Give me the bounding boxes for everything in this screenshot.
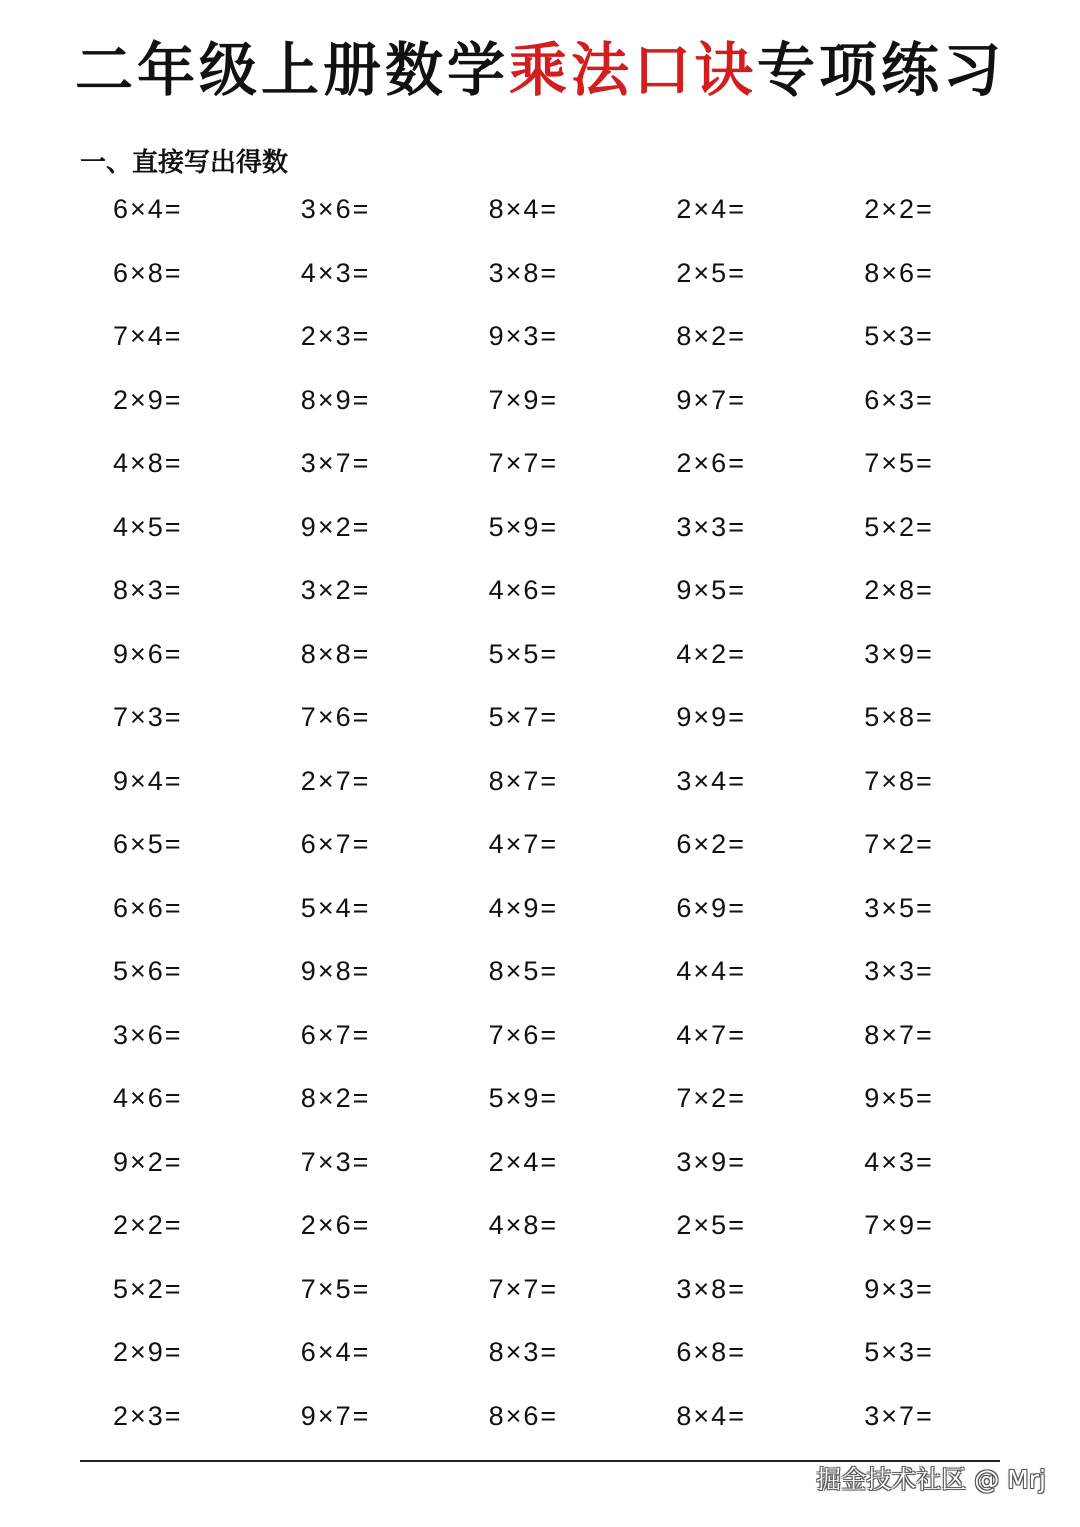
- problem-item: 4×7=: [676, 1019, 746, 1050]
- problem-item: 3×7=: [864, 1400, 934, 1431]
- problem-item: 5×9=: [488, 511, 559, 542]
- problem-item: 7×5=: [864, 448, 934, 479]
- problem-item: 4×6=: [488, 575, 559, 606]
- problem-item: 2×7=: [300, 765, 371, 796]
- problem-row: [113, 750, 1053, 814]
- problem-item: 7×2=: [864, 829, 934, 860]
- problem-row: [113, 178, 1053, 242]
- problem-item: 2×3=: [113, 1400, 183, 1431]
- problem-item: 6×4=: [113, 194, 183, 225]
- problem-item: 9×2=: [300, 511, 371, 542]
- problem-item: 4×8=: [488, 1210, 559, 1241]
- problem-item: 7×3=: [300, 1146, 371, 1177]
- problem-row: [113, 1385, 1053, 1449]
- problem-item: 6×5=: [113, 829, 183, 860]
- problem-item: 4×2=: [676, 638, 746, 669]
- problem-row: [113, 1258, 1053, 1322]
- problem-item: 8×3=: [488, 1337, 559, 1368]
- problem-row: [113, 1004, 1053, 1068]
- problem-item: 4×7=: [488, 829, 559, 860]
- problem-item: 4×3=: [864, 1146, 934, 1177]
- problem-item: 3×5=: [864, 892, 934, 923]
- problem-item: 8×7=: [488, 765, 559, 796]
- problem-item: 7×9=: [864, 1210, 934, 1241]
- problem-item: 3×6=: [300, 194, 371, 225]
- problem-grid: [113, 178, 1053, 1448]
- title-highlight: 乘法口诀: [508, 36, 757, 104]
- problem-item: 5×4=: [300, 892, 371, 923]
- problem-item: 2×5=: [676, 257, 746, 288]
- problem-item: 2×2=: [113, 1210, 183, 1241]
- problem-item: 8×2=: [300, 1083, 371, 1114]
- problem-item: 3×8=: [676, 1273, 746, 1304]
- problem-item: 6×2=: [676, 829, 746, 860]
- problem-item: 5×3=: [864, 321, 934, 352]
- problem-item: 4×3=: [300, 257, 371, 288]
- problem-item: 3×3=: [864, 956, 934, 987]
- page-title: [0, 30, 1080, 110]
- problem-item: 8×4=: [488, 194, 559, 225]
- problem-item: 5×7=: [488, 702, 559, 733]
- problem-row: [113, 496, 1053, 560]
- problem-row: [113, 305, 1053, 369]
- problem-item: 8×6=: [864, 257, 934, 288]
- problem-item: 8×6=: [488, 1400, 559, 1431]
- problem-item: 9×5=: [676, 575, 746, 606]
- problem-item: 4×6=: [113, 1083, 183, 1114]
- problem-row: [113, 432, 1053, 496]
- problem-item: 2×9=: [113, 1337, 183, 1368]
- problem-item: 3×9=: [864, 638, 934, 669]
- problem-item: 3×3=: [676, 511, 746, 542]
- problem-item: 7×9=: [488, 384, 559, 415]
- problem-row: [113, 1321, 1053, 1385]
- problem-row: [113, 242, 1053, 306]
- problem-item: 7×3=: [113, 702, 183, 733]
- problem-item: 8×8=: [300, 638, 371, 669]
- problem-item: 6×8=: [676, 1337, 746, 1368]
- problem-item: 3×4=: [676, 765, 746, 796]
- problem-item: 3×8=: [488, 257, 559, 288]
- title-part-2: 专项练习: [757, 36, 1006, 104]
- problem-item: 5×9=: [488, 1083, 559, 1114]
- problem-item: 2×4=: [676, 194, 746, 225]
- watermark: 掘金技术社区 @ Mrj: [816, 1465, 1046, 1494]
- problem-row: [113, 877, 1053, 941]
- problem-item: 9×5=: [864, 1083, 934, 1114]
- problem-item: 9×7=: [676, 384, 746, 415]
- problem-item: 6×6=: [113, 892, 183, 923]
- problem-item: 5×2=: [864, 511, 934, 542]
- problem-row: [113, 369, 1053, 433]
- problem-item: 7×7=: [488, 1273, 559, 1304]
- problem-item: 9×6=: [113, 638, 183, 669]
- problem-item: 6×3=: [864, 384, 934, 415]
- problem-item: 2×2=: [864, 194, 934, 225]
- problem-item: 5×6=: [113, 956, 183, 987]
- problem-item: 5×3=: [864, 1337, 934, 1368]
- problem-item: 2×8=: [864, 575, 934, 606]
- problem-item: 5×2=: [113, 1273, 183, 1304]
- problem-row: [113, 813, 1053, 877]
- title-part-1: 二年级上册数学: [74, 36, 509, 104]
- problem-item: 7×5=: [300, 1273, 371, 1304]
- problem-item: 2×4=: [488, 1146, 559, 1177]
- problem-item: 5×5=: [488, 638, 559, 669]
- problem-item: 9×3=: [488, 321, 559, 352]
- problem-row: [113, 1067, 1053, 1131]
- problem-row: [113, 940, 1053, 1004]
- problem-item: 6×8=: [113, 257, 183, 288]
- problem-item: 9×4=: [113, 765, 183, 796]
- problem-item: 7×6=: [488, 1019, 559, 1050]
- problem-item: 3×2=: [300, 575, 371, 606]
- problem-item: 2×9=: [113, 384, 183, 415]
- problem-row: [113, 686, 1053, 750]
- problem-item: 9×9=: [676, 702, 746, 733]
- problem-item: 9×3=: [864, 1273, 934, 1304]
- problem-item: 7×6=: [300, 702, 371, 733]
- problem-row: [113, 623, 1053, 687]
- problem-item: 8×2=: [676, 321, 746, 352]
- problem-item: 7×7=: [488, 448, 559, 479]
- problem-item: 8×9=: [300, 384, 371, 415]
- problem-item: 4×4=: [676, 956, 746, 987]
- problem-item: 7×8=: [864, 765, 934, 796]
- problem-item: 2×6=: [300, 1210, 371, 1241]
- problem-item: 7×2=: [676, 1083, 746, 1114]
- problem-row: [113, 1194, 1053, 1258]
- problem-item: 3×7=: [300, 448, 371, 479]
- problem-item: 2×5=: [676, 1210, 746, 1241]
- problem-item: 3×6=: [113, 1019, 183, 1050]
- section-title: 一、直接写出得数: [80, 148, 289, 178]
- problem-item: 8×3=: [113, 575, 183, 606]
- problem-row: [113, 559, 1053, 623]
- problem-item: 4×5=: [113, 511, 183, 542]
- problem-item: 6×7=: [300, 829, 371, 860]
- problem-item: 4×8=: [113, 448, 183, 479]
- problem-row: [113, 1131, 1053, 1195]
- problem-item: 8×7=: [864, 1019, 934, 1050]
- problem-item: 2×6=: [676, 448, 746, 479]
- problem-item: 8×5=: [488, 956, 559, 987]
- problem-item: 4×9=: [488, 892, 559, 923]
- problem-item: 6×9=: [676, 892, 746, 923]
- problem-item: 9×7=: [300, 1400, 371, 1431]
- problem-item: 5×8=: [864, 702, 934, 733]
- problem-item: 9×8=: [300, 956, 371, 987]
- problem-item: 7×4=: [113, 321, 183, 352]
- problem-item: 6×7=: [300, 1019, 371, 1050]
- problem-item: 8×4=: [676, 1400, 746, 1431]
- problem-item: 6×4=: [300, 1337, 371, 1368]
- problem-item: 2×3=: [300, 321, 371, 352]
- problem-item: 9×2=: [113, 1146, 183, 1177]
- problem-item: 3×9=: [676, 1146, 746, 1177]
